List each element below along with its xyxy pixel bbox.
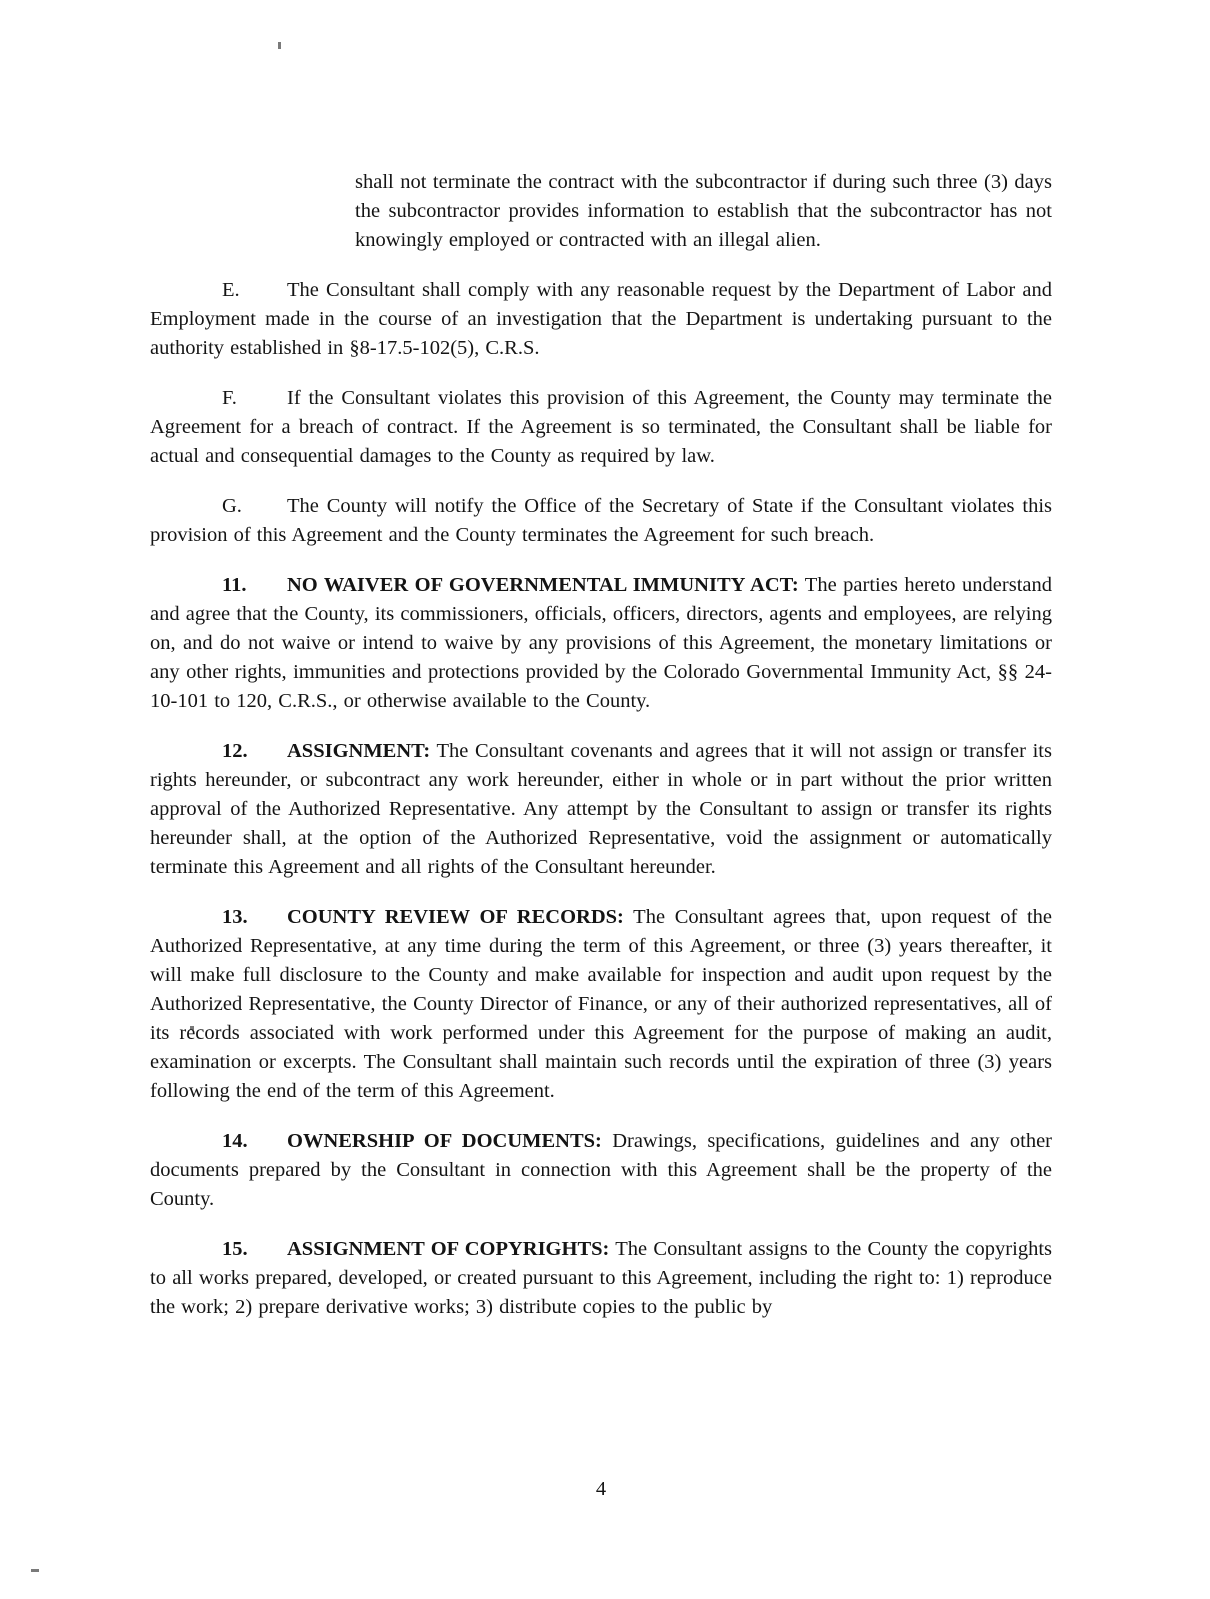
section-15-heading: ASSIGNMENT OF COPYRIGHTS:	[287, 1238, 610, 1260]
paragraph-g	[150, 492, 1052, 550]
paragraph-f-label: F.	[222, 387, 237, 409]
section-14-heading: OWNERSHIP OF DOCUMENTS:	[287, 1130, 602, 1152]
document-body	[150, 168, 1052, 1343]
section-15-number: 15.	[222, 1238, 248, 1260]
section-11-number: 11.	[222, 574, 247, 596]
paragraph-f-text: If the Consultant violates this provision of this Agreement, the County may terminate the Agreement for a breach of contract. If the Agreement is so terminated, the Consultant shall be liable for actual and consequential damages to the County as required by law.	[150, 387, 1052, 467]
paragraph-subclause-continuation: shall not terminate the contract with the subcontractor if during such three (3) days the subcontractor provides information to establish that the subcontractor has not knowingly employed or contracted with an illegal alien.	[355, 171, 1052, 251]
section-12-text: The Consultant covenants and agrees that it will not assign or transfer its rights hereunder, or subcontract any work hereunder, either in whole or in part without the prior written approval of the Authorized Representative. Any attempt by the Consultant to assign or transfer its rights hereunder shall, at the option of the Authorized Representative, void the assignment or automatically terminate this Agreement and all rights of the Consultant hereunder.	[150, 740, 1052, 878]
section-13-county-review	[150, 903, 1052, 1106]
section-11-text: The parties hereto understand and agree that the County, its commissioners, officials, officers, directors, agents and employees, are relying on, and do not waive or intend to waive by any provisions of this Agreement, the monetary limitations or any other rights, immunities and protections provided by the Colorado Governmental Immunity Act, §§ 24-10-101 to 120, C.R.S., or otherwise available to the County.	[150, 574, 1052, 712]
section-13-text: The Consultant agrees that, upon request of the Authorized Representative, at any time during the term of this Agreement, or three (3) years thereafter, it will make full disclosure to the County and make available for inspection and audit upon request by the Authorized Representative, the County Director of Finance, or any of their authorized representatives, all of its records associated with work performed under this Agreement for the purpose of making an audit, examination or excerpts. The Consultant shall maintain such records until the expiration of three (3) years following the end of the term of this Agreement.	[150, 906, 1052, 1102]
paragraph-g-text: The County will notify the Office of the Secretary of State if the Consultant violates this provision of this Agreement and the County terminates the Agreement for such breach.	[150, 495, 1052, 546]
section-13-number: 13.	[222, 906, 248, 928]
page-number: 4	[595, 1478, 607, 1500]
paragraph-e	[150, 276, 1052, 363]
scan-artifact	[31, 1569, 39, 1572]
paragraph-e-label: E.	[222, 279, 240, 301]
scan-artifact	[278, 42, 281, 49]
paragraph-g-label: G.	[222, 495, 242, 517]
paragraph-f	[150, 384, 1052, 471]
section-14-ownership	[150, 1127, 1052, 1214]
section-13-heading: COUNTY REVIEW OF RECORDS:	[287, 906, 624, 928]
section-14-number: 14.	[222, 1130, 248, 1152]
section-14-text: Drawings, specifications, guidelines and any other documents prepared by the Consultant in connection with this Agreement shall be the property of the County.	[150, 1130, 1052, 1210]
section-11-heading: NO WAIVER OF GOVERNMENTAL IMMUNITY ACT:	[287, 574, 799, 596]
section-15-copyrights	[150, 1235, 1052, 1322]
section-15-text: The Consultant assigns to the County the copyrights to all works prepared, developed, or created pursuant to this Agreement, including the right to: 1) reproduce the work; 2) prepare derivative works; 3) distribute copies to the public by	[150, 1238, 1052, 1318]
section-12-heading: ASSIGNMENT:	[287, 740, 431, 762]
section-12-assignment	[150, 737, 1052, 882]
section-12-number: 12.	[222, 740, 248, 762]
section-11-no-waiver	[150, 571, 1052, 716]
paragraph-e-text: The Consultant shall comply with any reasonable request by the Department of Labor and Employment made in the course of an investigation that the Department is undertaking pursuant to the authority established in §8-17.5-102(5), C.R.S.	[150, 279, 1052, 359]
